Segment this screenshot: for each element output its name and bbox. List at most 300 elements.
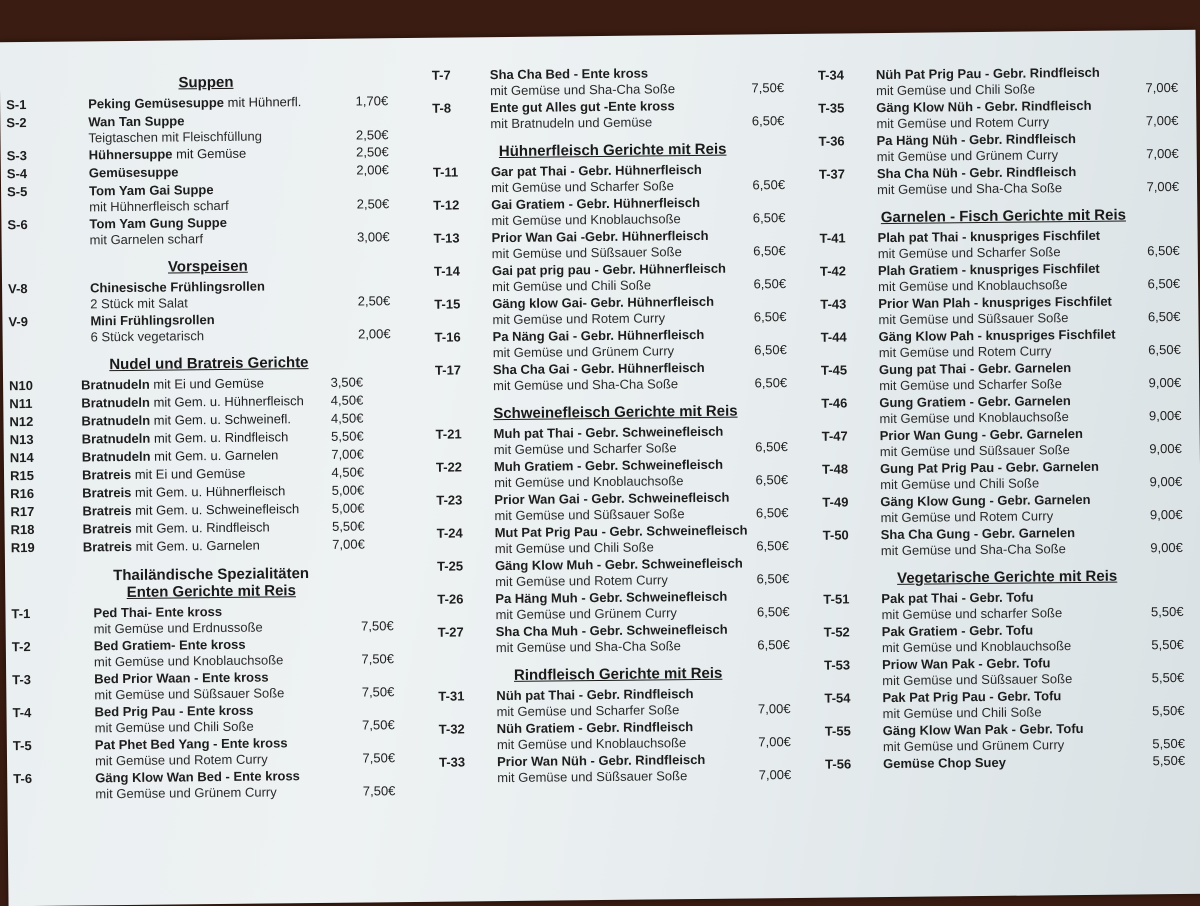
item-price: 5,50€ — [1151, 669, 1185, 686]
item-code: T-13 — [433, 230, 460, 246]
section-subtitle: Enten Gerichte mit Reis — [126, 582, 296, 601]
item-list — [8, 277, 409, 347]
section-title: Schweinefleisch Gerichte mit Reis — [493, 402, 738, 423]
item-title: Ped Thai- Ente kross — [93, 603, 223, 621]
item-name — [879, 327, 1116, 344]
item-description: mit Gemüse und Scharfer Soße — [493, 440, 677, 458]
item-title: Bratreis — [81, 466, 132, 483]
item-code: T-45 — [820, 362, 848, 378]
menu-item — [433, 161, 793, 198]
item-code: N11 — [9, 395, 33, 412]
item-price: 5,50€ — [1152, 735, 1185, 752]
item-name — [82, 466, 245, 483]
item-title: Gemüse Chop Suey — [883, 754, 1006, 772]
menu-item — [439, 751, 799, 788]
item-price: 6,50€ — [754, 342, 787, 358]
menu-item — [436, 423, 796, 460]
item-list — [433, 161, 795, 396]
menu-item — [437, 588, 797, 625]
item-name — [881, 589, 1033, 606]
item-name — [878, 261, 1100, 278]
item-title: Mut Pat Prig Pau - Gebr. Schweinefleisch — [494, 522, 748, 541]
item-title: Gai pat prig pau - Gebr. Hühnerfleisch — [491, 260, 727, 279]
item-title: Gai Gratiem - Gebr. Hühnerfleisch — [491, 194, 701, 213]
item-name — [881, 525, 1075, 542]
item-price: 6,50€ — [753, 243, 786, 259]
item-description: mit Gemüse — [176, 145, 247, 162]
item-title: Bratnudeln — [81, 430, 151, 447]
item-name — [492, 261, 726, 278]
item-title: Prior Wan Nüh - Gebr. Rindfleisch — [496, 751, 706, 770]
item-code: T-14 — [433, 263, 461, 279]
menu-item — [818, 97, 1186, 134]
item-title: Gung pat Thai - Gebr. Garnelen — [878, 360, 1072, 378]
menu-item — [822, 458, 1190, 495]
item-description: mit Gemüse und Grünem Curry — [876, 147, 1059, 165]
item-description: mit Gemüse und Sha-Cha Soße — [493, 376, 679, 394]
item-description: mit Gemüse und Grünem Curry — [495, 605, 677, 623]
item-price: 3,50€ — [330, 374, 364, 390]
item-name — [496, 686, 693, 703]
item-title: Prior Wan Gai - Gebr. Schweinefleisch — [494, 489, 730, 508]
item-description: mit Gem. u. Schweinefleisch — [135, 501, 300, 518]
item-list — [438, 685, 799, 788]
item-description: mit Gemüse und Süßsauer Soße — [491, 244, 682, 262]
item-title: Hühnersuppe — [88, 146, 173, 163]
section-garnelen-fisch — [819, 206, 1191, 561]
menu-item — [6, 111, 406, 148]
item-name — [491, 162, 702, 179]
item-title: Prior Wan Gung - Gebr. Garnelen — [879, 425, 1083, 444]
menu-item — [435, 326, 795, 363]
section-rind — [438, 664, 799, 788]
item-description: mit Gemüse und Rotem Curry — [492, 310, 666, 328]
menu-item — [12, 701, 412, 738]
menu-item — [823, 524, 1191, 561]
item-description: mit Gemüse und scharfer Soße — [881, 605, 1063, 623]
item-title: Wan Tan Suppe — [88, 113, 185, 130]
item-title: Gäng Klow Nüh - Gebr. Rindfleisch — [876, 97, 1092, 116]
item-price: 6,50€ — [754, 375, 788, 391]
item-price: 7,00€ — [332, 536, 365, 552]
item-price: 7,00€ — [758, 767, 792, 783]
menu-item — [438, 621, 798, 658]
item-title: Mini Frühlingsrollen — [90, 312, 215, 329]
item-title: Muh pat Thai - Gebr. Schweinefleisch — [493, 423, 724, 442]
item-code: T-4 — [12, 704, 32, 721]
item-name — [877, 131, 1077, 148]
item-price: 6,50€ — [753, 276, 787, 292]
item-name — [878, 294, 1112, 311]
item-name — [89, 146, 247, 163]
item-description: mit Gemüse und Erdnussoße — [93, 619, 263, 637]
menu-item — [821, 392, 1189, 429]
item-title: Nüh Pat Prig Pau - Gebr. Rindfleisch — [875, 64, 1100, 83]
section-huhn — [433, 140, 796, 396]
item-price: 5,50€ — [331, 428, 364, 444]
section-title: Thailändische Spezialitäten — [113, 565, 310, 585]
section-title: Vegetarische Gerichte mit Reis — [897, 567, 1118, 587]
menu-item — [433, 194, 793, 231]
item-description: mit Gem. u. Schweinefl. — [153, 411, 292, 428]
item-list — [432, 64, 793, 134]
menu-item — [819, 163, 1187, 200]
item-name — [81, 376, 264, 393]
item-code: T-12 — [433, 197, 460, 213]
menu-sheet — [0, 30, 1200, 906]
item-price: 7,00€ — [1146, 145, 1179, 162]
item-price: 4,50€ — [331, 464, 365, 480]
menu-item — [12, 668, 412, 705]
item-title: Gung Pat Prig Pau - Gebr. Garnelen — [879, 458, 1099, 477]
item-code: T-16 — [434, 329, 461, 345]
section-title: Nudel und Bratreis Gerichte — [109, 354, 309, 374]
menu-item — [439, 718, 799, 755]
item-title: Pa Näng Gai - Gebr. Hühnerfleisch — [492, 326, 705, 345]
menu-item — [820, 260, 1188, 297]
item-price: 7,00€ — [1145, 79, 1179, 96]
item-code: T-46 — [821, 395, 848, 411]
item-name — [88, 113, 184, 129]
item-price: 6,50€ — [751, 113, 785, 129]
item-description: mit Gemüse und Chili Soße — [494, 539, 654, 557]
item-code: T-8 — [432, 100, 452, 116]
item-name — [88, 94, 301, 111]
item-code: T-37 — [818, 166, 846, 182]
item-code: T-17 — [434, 362, 462, 378]
item-price: 7,50€ — [362, 717, 395, 733]
item-code: T-42 — [819, 263, 847, 279]
item-title: Nüh pat Thai - Gebr. Rindfleisch — [496, 686, 694, 704]
item-price: 7,50€ — [362, 750, 396, 766]
item-code: S-4 — [6, 166, 28, 182]
item-price: 6,50€ — [1147, 275, 1181, 292]
item-description: mit Gemüse und Rotem Curry — [495, 572, 668, 590]
item-code: T-11 — [432, 164, 459, 180]
item-title: Ente gut Alles gut -Ente kross — [490, 98, 675, 116]
item-title: Nüh Gratiem - Gebr. Rindfleisch — [496, 719, 694, 737]
item-price: 6,50€ — [753, 309, 787, 325]
item-name — [497, 752, 705, 769]
item-price: 5,50€ — [1152, 752, 1186, 769]
item-price: 2,50€ — [356, 196, 390, 212]
menu-item — [821, 359, 1189, 396]
menu-item — [824, 621, 1192, 658]
item-name — [882, 622, 1034, 639]
item-code: T-31 — [438, 688, 465, 704]
menu-item — [822, 425, 1190, 462]
section-title: Garnelen - Fisch Gerichte mit Reis — [880, 206, 1126, 227]
item-code: V-9 — [8, 314, 29, 330]
item-code: T-7 — [431, 67, 451, 83]
item-price: 7,50€ — [362, 783, 396, 799]
item-description: mit Ei und Gemüse — [153, 375, 264, 392]
item-price: 7,00€ — [1146, 178, 1180, 195]
item-name — [90, 279, 265, 296]
item-description: mit Gemüse und Chili Soße — [880, 475, 1040, 493]
item-code: T-49 — [822, 494, 849, 510]
item-title: Gäng Klow Wan Pak - Gebr. Tofu — [882, 720, 1084, 739]
item-description: mit Ei und Gemüse — [134, 465, 246, 482]
menu-item — [824, 687, 1192, 724]
item-description: mit Gemüse und Knoblauchsoße — [491, 211, 681, 229]
item-code: N12 — [9, 413, 34, 430]
item-name — [494, 490, 729, 507]
item-price: 6,50€ — [1147, 308, 1181, 325]
item-title: Bratreis — [82, 484, 132, 501]
item-price: 9,00€ — [1148, 407, 1182, 424]
item-code: T-5 — [12, 737, 32, 754]
item-name — [494, 424, 724, 441]
item-title: Peking Gemüsesuppe — [88, 94, 225, 112]
menu-item — [434, 227, 794, 264]
item-description: mit Gemüse und Knoblauchsoße — [881, 638, 1072, 656]
item-title: Pa Häng Muh - Gebr. Schweinefleisch — [495, 588, 728, 607]
item-list — [818, 64, 1187, 200]
item-code: S-3 — [6, 148, 28, 164]
item-description: mit Gemüse und Sha-Cha Soße — [495, 638, 681, 656]
item-description: mit Hühnerfleisch scharf — [89, 197, 229, 215]
item-code: T-50 — [822, 527, 849, 543]
item-price: 6,50€ — [1147, 242, 1180, 259]
item-name — [883, 755, 1006, 771]
item-code: T-53 — [823, 657, 851, 673]
item-description: mit Gemüse und Knoblauchsoße — [93, 652, 284, 670]
item-title: Gung Gratiem - Gebr. Garnelen — [879, 393, 1071, 411]
item-title: Tom Yam Gung Suppe — [89, 214, 227, 232]
item-price: 6,50€ — [752, 177, 786, 193]
item-name — [490, 98, 675, 115]
item-title: Pak pat Thai - Gebr. Tofu — [881, 589, 1034, 607]
item-description: Teigtaschen mit Fleischfüllung — [88, 128, 263, 146]
item-description: mit Gemüse und Sha-Cha Soße — [489, 81, 676, 99]
item-price: 4,50€ — [330, 410, 364, 426]
menu-item — [11, 602, 411, 639]
item-list — [823, 588, 1193, 775]
menu-item — [8, 310, 408, 347]
item-description: mit Bratnudeln und Gemüse — [490, 114, 653, 132]
item-list — [9, 374, 411, 558]
item-name — [83, 538, 260, 555]
menu-item — [819, 130, 1187, 167]
menu-item — [13, 734, 413, 771]
item-price: 4,50€ — [330, 392, 364, 408]
item-code: S-2 — [6, 115, 27, 131]
item-code: R16 — [10, 485, 35, 502]
menu-item — [12, 635, 412, 672]
item-description: mit Gemüse und Knoblauchsoße — [496, 735, 687, 753]
item-name — [490, 65, 648, 82]
item-price: 7,50€ — [751, 80, 785, 96]
item-title: Sha Cha Gai - Gebr. Hühnerfleisch — [492, 359, 705, 378]
item-code: T-15 — [434, 296, 461, 312]
item-description: mit Garnelen scharf — [89, 231, 204, 248]
menu-column-right — [818, 64, 1193, 775]
item-name — [95, 768, 300, 785]
item-title: Gäng Klow Gung - Gebr. Garnelen — [880, 491, 1091, 510]
item-price: 9,00€ — [1149, 473, 1183, 490]
item-code: N10 — [9, 377, 34, 394]
item-description: mit Gem. u. Rindfleisch — [135, 519, 270, 536]
menu-item — [13, 767, 413, 804]
section-title: Rindfleisch Gerichte mit Reis — [513, 664, 723, 684]
menu-item — [8, 277, 408, 314]
menu-item — [7, 180, 407, 217]
item-code: T-55 — [824, 723, 851, 739]
item-name — [95, 735, 288, 752]
item-list — [6, 93, 408, 250]
item-title: Gäng Klow Wan Bed - Ente kross — [95, 768, 300, 786]
item-description: mit Gemüse und Sha-Cha Soße — [877, 180, 1063, 198]
item-title: Gar pat Thai - Gebr. Hühnerfleisch — [490, 161, 702, 180]
section-suppen — [6, 72, 408, 250]
item-list — [11, 602, 413, 804]
item-price: 2,50€ — [355, 127, 389, 143]
item-description: mit Gem. u. Garnelen — [154, 447, 279, 464]
item-code: T-26 — [437, 591, 464, 607]
menu-item — [434, 293, 794, 330]
item-title: Muh Gratiem - Gebr. Schweinefleisch — [493, 456, 724, 475]
item-code: R19 — [10, 539, 35, 556]
menu-item — [825, 753, 1193, 775]
item-price: 6,50€ — [755, 472, 789, 488]
item-title: Pa Häng Nüh - Gebr. Rindfleisch — [876, 131, 1077, 149]
item-description: mit Gemüse und Scharfer Soße — [879, 376, 1063, 394]
item-name — [494, 457, 723, 474]
item-price: 9,00€ — [1150, 539, 1183, 556]
item-price: 2,00€ — [356, 162, 389, 178]
item-name — [495, 556, 743, 574]
item-title: Bratreis — [82, 520, 132, 537]
item-description: mit Gemüse und Süßsauer Soße — [882, 671, 1073, 689]
item-code: T-22 — [435, 459, 463, 475]
item-description: mit Gemüse und Grünem Curry — [95, 784, 277, 802]
item-title: Bed Prior Waan - Ente kross — [94, 669, 269, 687]
menu-item — [436, 456, 796, 493]
item-title: Sha Cha Gung - Gebr. Garnelen — [880, 525, 1076, 543]
item-price: 7,50€ — [361, 618, 394, 634]
item-code: T-34 — [817, 67, 844, 83]
item-price: 2,00€ — [357, 326, 391, 342]
item-code: T-54 — [824, 690, 851, 706]
item-price: 5,00€ — [331, 482, 365, 498]
item-description: mit Gemüse und Sha-Cha Soße — [880, 541, 1066, 559]
item-description: mit Gem. u. Hühnerfleisch — [153, 393, 304, 410]
item-name — [492, 228, 709, 245]
item-price: 6,50€ — [756, 571, 790, 587]
item-title: Pak Gratiem - Gebr. Tofu — [881, 622, 1034, 640]
item-name — [495, 589, 727, 606]
item-description: mit Gemüse und Rotem Curry — [878, 343, 1052, 361]
item-description: mit Gemüse und Knoblauchsoße — [879, 409, 1069, 427]
item-price: 6,50€ — [756, 538, 789, 554]
item-description: mit Gemüse und Scharfer Soße — [496, 702, 680, 720]
item-name — [878, 228, 1101, 245]
item-price: 6,50€ — [752, 210, 786, 226]
item-title: Sha Cha Nüh - Gebr. Rindfleisch — [876, 164, 1077, 182]
section-nudel-bratreis — [9, 353, 411, 558]
item-description: mit Gem. u. Hühnerfleisch — [134, 483, 286, 500]
menu-item — [11, 536, 411, 558]
item-title: Bratnudeln — [81, 448, 151, 465]
item-code: T-47 — [821, 428, 848, 444]
item-description: mit Gemüse und Süßsauer Soße — [494, 506, 685, 524]
item-price: 5,50€ — [1150, 603, 1184, 620]
item-price: 9,00€ — [1149, 440, 1182, 457]
item-description: 6 Stück vegetarisch — [90, 328, 205, 345]
section-vorspeisen — [8, 256, 409, 347]
item-title: Bed Gratiem- Ente kross — [93, 636, 246, 654]
item-description: mit Gemüse und Rotem Curry — [94, 751, 268, 769]
item-name — [83, 519, 270, 536]
item-description: mit Gemüse und Süßsauer Soße — [879, 442, 1070, 460]
item-price: 5,00€ — [331, 500, 365, 516]
menu-column-left — [6, 62, 414, 804]
item-price: 6,50€ — [755, 439, 788, 455]
item-description: mit Gemüse und Chili Soße — [94, 718, 254, 736]
item-price: 6,50€ — [757, 637, 790, 653]
item-description: mit Gemüse und Knoblauchsoße — [878, 277, 1068, 295]
menu-item — [821, 326, 1189, 363]
item-code: T-41 — [819, 230, 846, 246]
section-title: Suppen — [178, 73, 234, 92]
item-name — [493, 327, 705, 344]
item-price: 6,50€ — [1148, 341, 1181, 358]
item-title: Prior Wan Gai -Gebr. Hühnerfleisch — [491, 227, 709, 246]
item-title: Plah Gratiem - knuspriges Fischfilet — [877, 260, 1100, 279]
item-name — [93, 604, 222, 620]
item-description: mit Gemüse und Süßsauer Soße — [94, 685, 285, 703]
item-name — [497, 719, 694, 736]
item-title: Tom Yam Gai Suppe — [88, 182, 214, 199]
item-code: R18 — [10, 521, 35, 538]
item-code: N13 — [9, 431, 34, 448]
item-price: 2,50€ — [356, 144, 389, 160]
item-price: 7,00€ — [757, 701, 791, 717]
item-price: 5,50€ — [1151, 702, 1185, 719]
item-description: mit Gem. u. Garnelen — [135, 537, 260, 554]
item-name — [882, 655, 1050, 672]
item-code: T-43 — [820, 296, 847, 312]
item-code: T-32 — [438, 721, 465, 737]
item-code: R17 — [10, 503, 35, 520]
item-name — [82, 429, 289, 446]
item-description: mit Gemüse und Grünem Curry — [492, 343, 675, 361]
item-code: T-33 — [438, 754, 466, 770]
item-code: T-2 — [11, 638, 31, 655]
menu-item — [822, 491, 1190, 528]
item-price: 5,50€ — [331, 518, 365, 534]
item-code: T-48 — [821, 461, 849, 477]
item-title: Gäng Klow Muh - Gebr. Schweinefleisch — [494, 555, 743, 574]
section-thai-ente — [11, 564, 413, 804]
item-title: Bratnudeln — [81, 376, 150, 393]
item-description: mit Gemüse und Süßsauer Soße — [878, 310, 1069, 328]
item-title: Sha Cha Bed - Ente kross — [489, 65, 649, 83]
item-name — [880, 459, 1099, 476]
item-code: T-21 — [435, 426, 462, 442]
item-code: T-23 — [436, 492, 463, 508]
item-code: R15 — [9, 467, 34, 484]
item-code: T-24 — [436, 525, 463, 541]
item-price: 7,00€ — [1145, 112, 1179, 129]
item-code: N14 — [9, 449, 34, 466]
section-vegetarisch — [823, 567, 1193, 775]
item-title: Priow Wan Pak - Gebr. Tofu — [881, 655, 1051, 673]
menu-item — [818, 64, 1186, 101]
item-description: mit Gemüse und Scharfer Soße — [877, 244, 1061, 262]
item-price: 6,50€ — [756, 604, 790, 620]
